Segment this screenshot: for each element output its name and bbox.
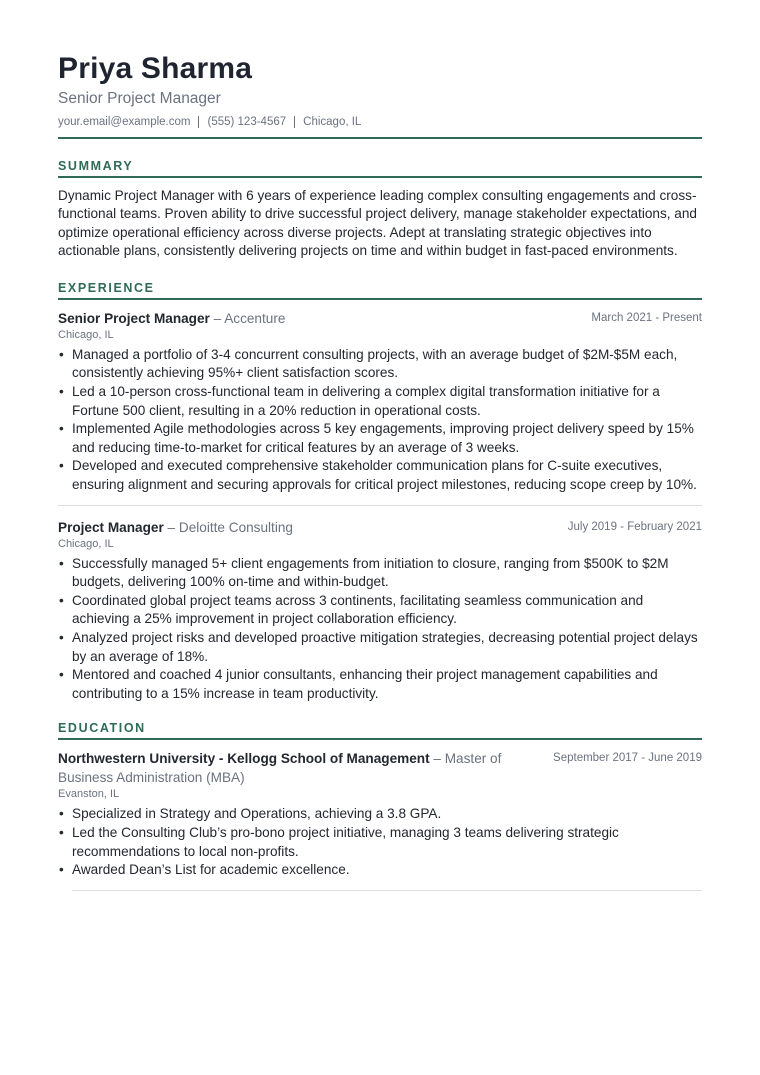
contact-email[interactable]: your.email@example.com — [58, 116, 191, 128]
school-name: Northwestern University - Kellogg School of Management — [58, 751, 430, 767]
job-role: Senior Project Manager — [58, 310, 210, 326]
contact-phone[interactable]: (555) 123-4567 — [207, 116, 287, 128]
summary-section — [58, 159, 702, 261]
section-divider — [58, 738, 702, 740]
entry-title — [58, 309, 285, 328]
entry-divider — [72, 890, 702, 891]
bullet-item: • Analyzed project risks and developed proactive mitigation strategies, decreasing potential project delays by an average of 18%. — [58, 629, 702, 666]
contact-divider — [198, 116, 199, 128]
experience-section — [58, 281, 702, 704]
education-dates: September 2017 - June 2019 — [553, 752, 702, 765]
entry-title — [58, 749, 528, 787]
section-heading: EDUCATION — [58, 721, 146, 736]
degree-name: – Master of Business Administration (MBA) — [58, 751, 502, 786]
bullet-item: • Managed a portfolio of 3-4 concurrent consulting projects, with an average budget of $2M-$5M each, consistently achieving 95%+ client satisfaction scores. — [58, 346, 702, 383]
bullet-item: • Specialized in Strategy and Operations, achieving a 3.8 GPA. — [58, 805, 702, 824]
bullet-item: • Successfully managed 5+ client engagements from initiation to closure, ranging from $500K to $2M budgets, delivering 100% on-time and within-budget. — [58, 555, 702, 592]
section-divider — [58, 176, 702, 178]
job-company: – Accenture — [209, 310, 286, 326]
experience-entry — [58, 518, 702, 704]
experience-entry — [58, 309, 702, 506]
education-bullets — [58, 805, 702, 879]
entry-divider — [58, 505, 702, 506]
bullet-item: • Developed and executed comprehensive stakeholder communication plans for C-suite executives, ensuring alignment and securing approvals for critical project milestones, reducing scope creep by 10%. — [58, 457, 702, 494]
job-company: – Deloitte Consulting — [163, 519, 293, 535]
contact-line — [58, 114, 702, 130]
job-role: Project Manager — [58, 519, 164, 535]
section-heading: EXPERIENCE — [58, 280, 155, 295]
contact-location: Chicago, IL — [303, 116, 362, 128]
candidate-title: Senior Project Manager — [58, 90, 221, 107]
education-location: Evanston, IL — [58, 788, 120, 801]
contact-divider — [294, 116, 295, 128]
bullet-item: • Implemented Agile methodologies across 5 key engagements, improving project delivery speed by 15% and reducing time-to-market for critical features by an average of 3 weeks. — [58, 420, 702, 457]
section-heading: SUMMARY — [58, 158, 134, 173]
job-location: Chicago, IL — [58, 328, 114, 341]
bullet-item: • Led a 10-person cross-functional team in delivering a complex digital transformation initiative for a Fortune 500 client, resulting in a 20% reduction in operational costs. — [58, 383, 702, 420]
header-divider — [58, 137, 702, 139]
education-entry — [58, 749, 702, 890]
summary-text: Dynamic Project Manager with 6 years of experience leading complex consulting engagements and cross-functional teams. Proven ability to drive successful project delivery, manage stakeholder expectations, and optimize operational efficiency across diverse projects. Adept at translating strategic objectives into actionable plans, consistently delivering projects on time and within budget in fast-paced environments. — [58, 187, 697, 259]
job-dates: July 2019 - February 2021 — [567, 520, 702, 533]
candidate-name: Priya Sharma — [58, 52, 253, 85]
bullet-item: • Led the Consulting Club’s pro-bono project initiative, managing 3 teams delivering strategic recommendations to local non-profits. — [58, 824, 702, 861]
job-location: Chicago, IL — [58, 537, 114, 550]
bullet-item: • Mentored and coached 4 junior consultants, enhancing their project management capabilities and contributing to a 15% increase in team productivity. — [58, 666, 702, 703]
bullet-item: • Awarded Dean’s List for academic excellence. — [58, 861, 702, 880]
job-dates: March 2021 - Present — [591, 311, 702, 324]
education-section — [58, 721, 702, 890]
job-bullets — [58, 346, 702, 495]
job-bullets — [58, 555, 702, 704]
resume-header — [58, 0, 702, 139]
section-divider — [58, 298, 702, 300]
entry-title — [58, 518, 293, 537]
bullet-item: • Coordinated global project teams across 3 continents, facilitating seamless communication and achieving a 25% improvement in project collaboration efficiency. — [58, 592, 702, 629]
